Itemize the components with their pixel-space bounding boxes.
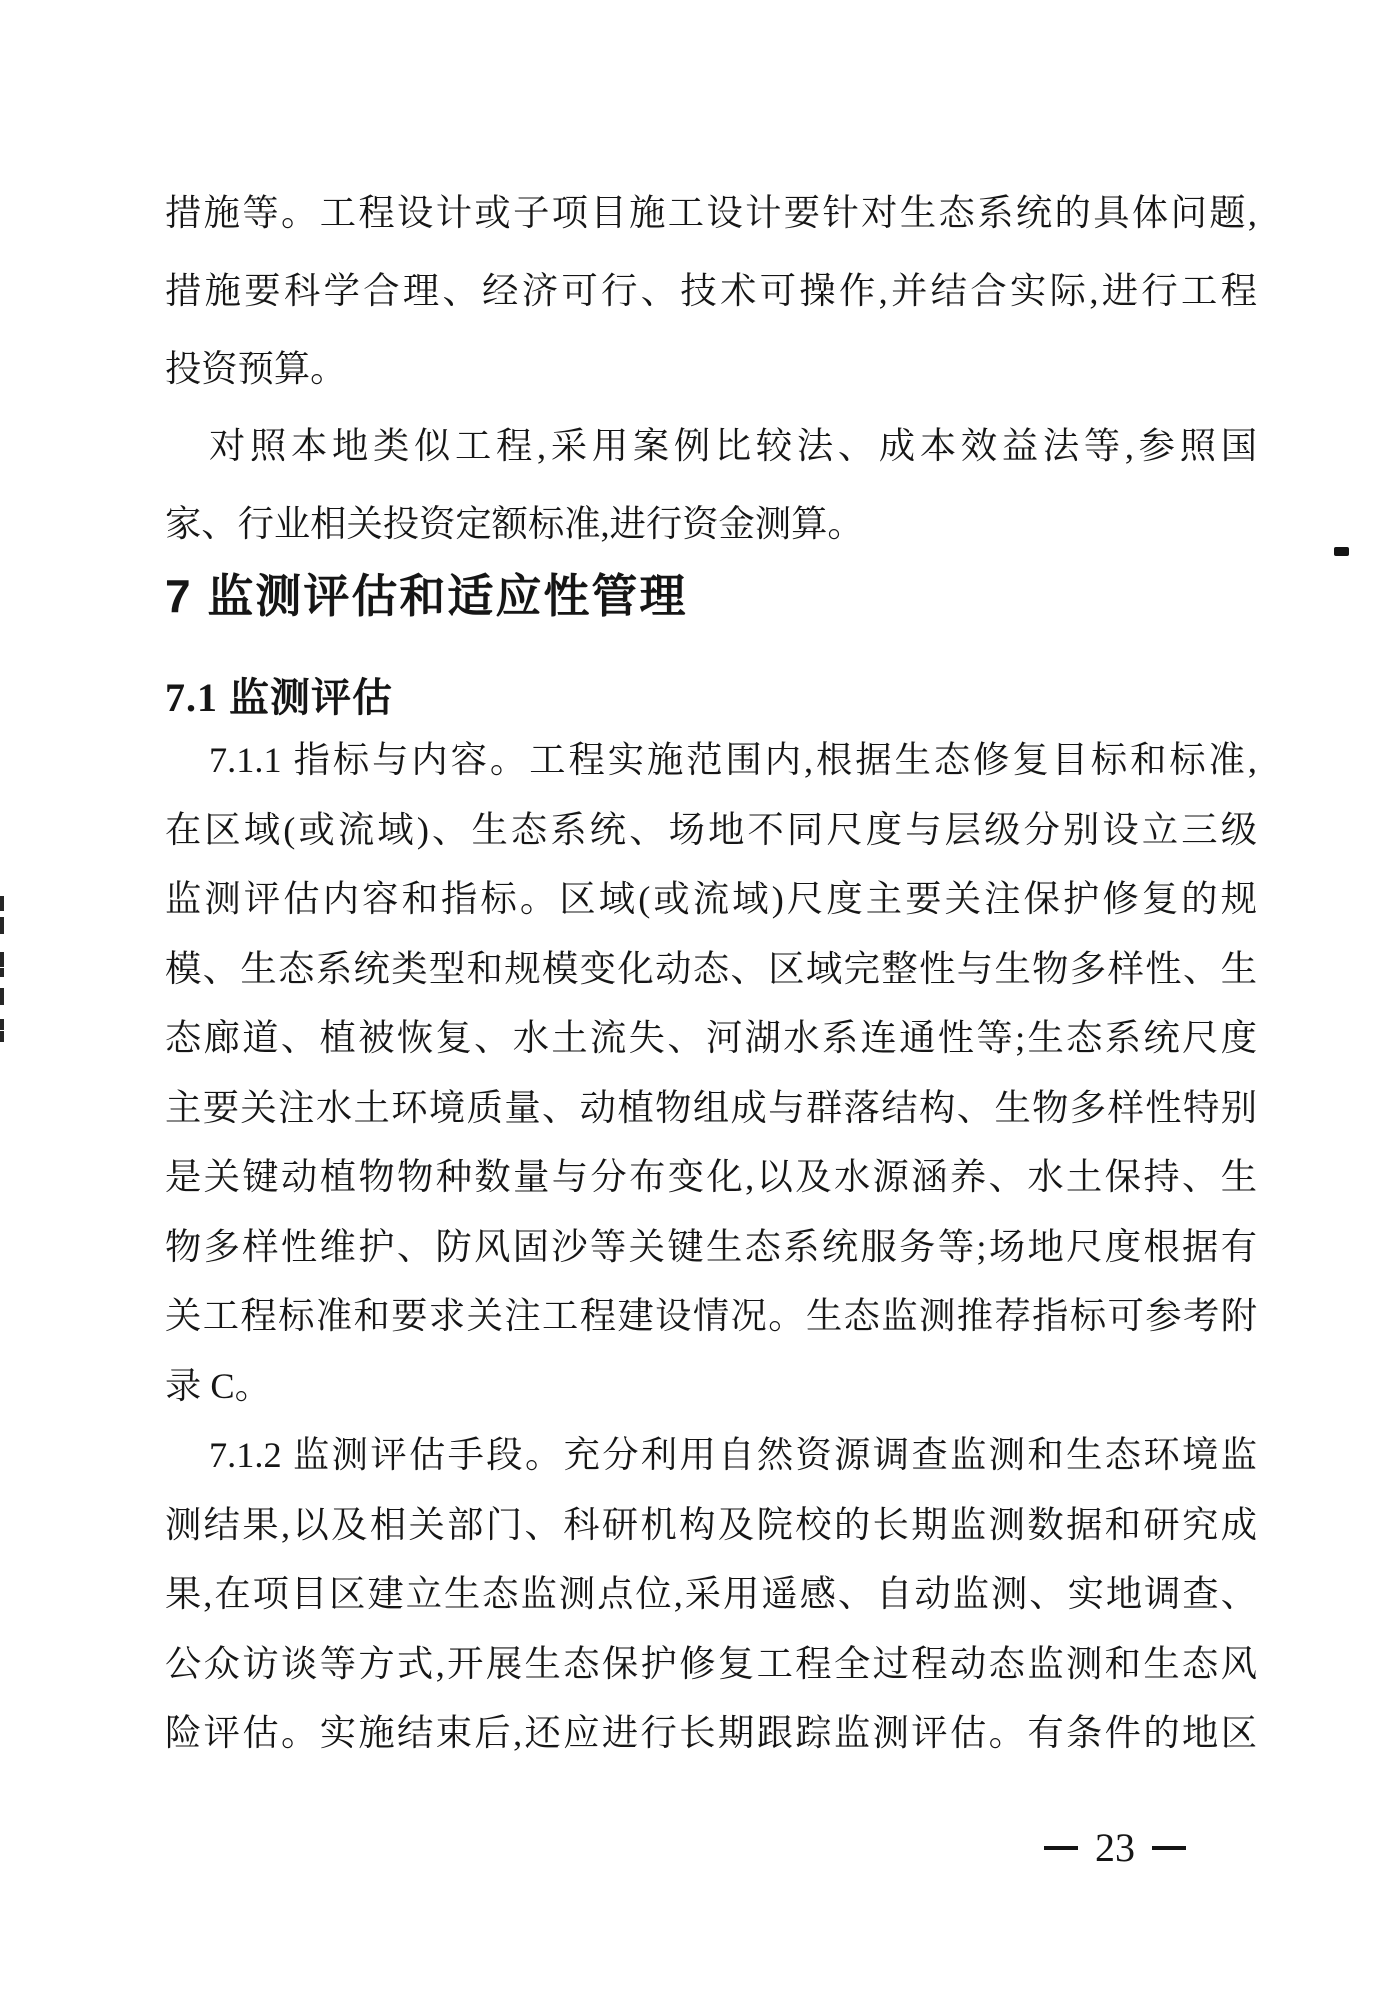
text-line: 7.1.2 监测评估手段。充分利用自然资源调查监测和生态环境监 (209, 1435, 1257, 1475)
text-line: 险评估。实施结束后,还应进行长期跟踪监测评估。有条件的地区 (165, 1713, 1257, 1753)
scan-artifact (1334, 547, 1349, 556)
text-line: 果,在项目区建立生态监测点位,采用遥感、自动监测、实地调查、 (165, 1574, 1257, 1614)
text-line: 7.1.1 指标与内容。工程实施范围内,根据生态修复目标和标准, (209, 740, 1257, 780)
text-line: 措施要科学合理、经济可行、技术可操作,并结合实际,进行工程 (165, 271, 1257, 311)
text-line: 是关键动植物物种数量与分布变化,以及水源涵养、水土保持、生 (165, 1157, 1257, 1197)
text-line: 录 C。 (165, 1365, 271, 1406)
paragraph-intro (165, 174, 1257, 408)
page-number-value: 23 (1095, 1825, 1135, 1870)
text-line: 物多样性维护、防风固沙等关键生态系统服务等;场地尺度根据有 (165, 1226, 1257, 1267)
paragraph-7-1-2 (165, 1421, 1257, 1769)
scan-artifact (0, 1031, 4, 1042)
scan-artifact (0, 952, 4, 967)
page-number-dash (1044, 1846, 1078, 1850)
text-line: 监测评估内容和指标。区域(或流域)尺度主要关注保护修复的规 (165, 879, 1257, 919)
text-line: 对照本地类似工程,采用案例比较法、成本效益法等,参照国 (209, 426, 1257, 466)
scan-artifact (0, 988, 4, 1005)
text-line: 态廊道、植被恢复、水土流失、河湖水系连通性等;生态系统尺度 (165, 1018, 1257, 1058)
paragraph-compare (165, 407, 1257, 563)
scan-artifact (0, 968, 4, 977)
scan-artifact (0, 1019, 4, 1030)
text-line: 测结果,以及相关部门、科研机构及院校的长期监测数据和研究成 (165, 1504, 1257, 1545)
text-line: 投资预算。 (165, 349, 347, 389)
text-line: 关工程标准和要求关注工程建设情况。生态监测推荐指标可参考附 (165, 1296, 1257, 1336)
text-line: 公众访谈等方式,开展生态保护修复工程全过程动态监测和生态风 (165, 1643, 1257, 1684)
text-line: 模、生态系统类型和规模变化动态、区域完整性与生物多样性、生 (165, 948, 1257, 989)
subsection-heading: 7.1 监测评估 (165, 675, 393, 720)
text-line: 家、行业相关投资定额标准,进行资金测算。 (165, 504, 864, 544)
text-line: 措施等。工程设计或子项目施工设计要针对生态系统的具体问题, (165, 193, 1257, 233)
text-line: 主要关注水土环境质量、动植物组成与群落结构、生物多样性特别 (165, 1087, 1257, 1128)
page-number (1044, 1824, 1186, 1872)
scan-artifact (0, 917, 4, 934)
scan-artifact (0, 896, 4, 911)
page-number-dash (1152, 1846, 1186, 1850)
paragraph-7-1-1 (165, 726, 1257, 1421)
section-heading: 7 监测评估和适应性管理 (165, 570, 688, 622)
text-line: 在区域(或流域)、生态系统、场地不同尺度与层级分别设立三级 (165, 809, 1257, 850)
